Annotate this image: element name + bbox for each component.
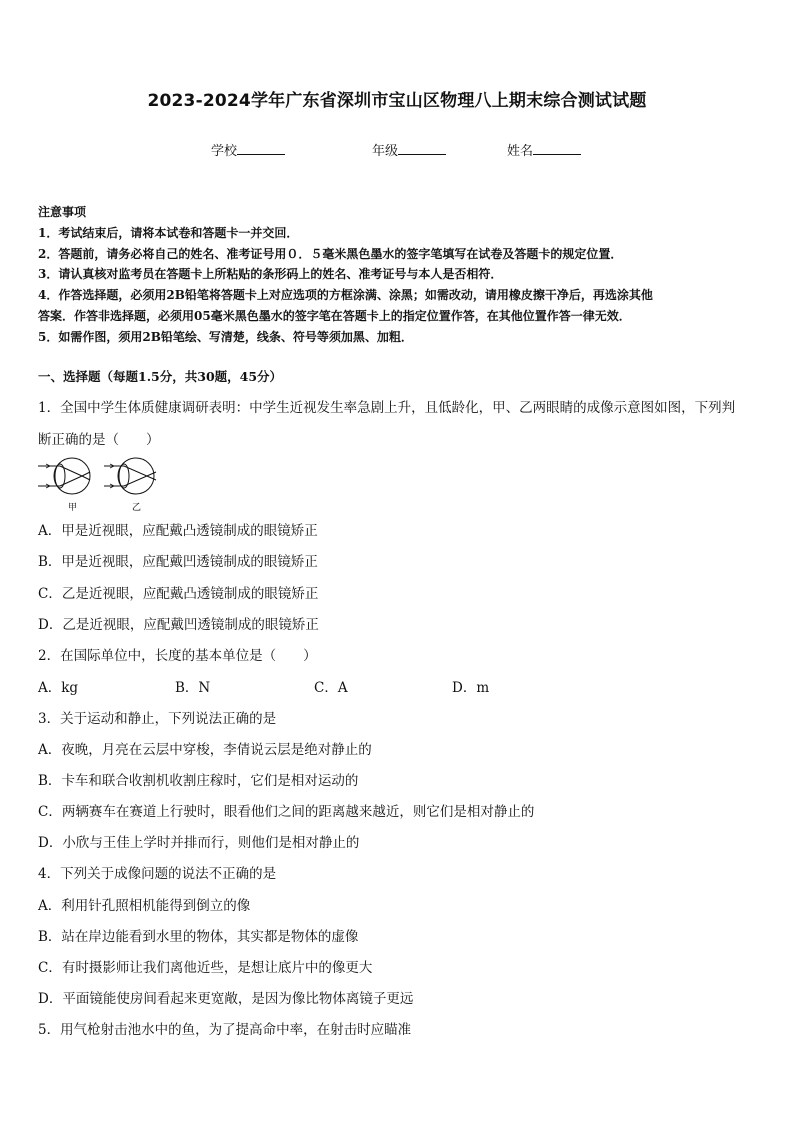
q2-stem: 2．在国际单位中，长度的基本单位是（ ）	[38, 648, 317, 664]
q3-option-c: C．两辆赛车在赛道上行驶时，眼看他们之间的距离越来越近，则它们是相对静止的	[38, 804, 535, 820]
q4-option-c: C．有时摄影师让我们离他近些，是想让底片中的像更大	[38, 960, 373, 976]
notice-item: 1．考试结束后，请将本试卷和答题卡一并交回．	[38, 225, 299, 240]
q1-option-d: D．乙是近视眼，应配戴凹透镜制成的眼镜矫正	[38, 617, 319, 633]
q1-option-a: A．甲是近视眼，应配戴凸透镜制成的眼镜矫正	[38, 523, 318, 539]
q4-stem: 4．下列关于成像问题的说法不正确的是	[38, 866, 277, 882]
grade-field	[372, 140, 446, 159]
grade-label: 年级	[372, 144, 399, 159]
school-label: 学校	[211, 144, 238, 159]
eye-yi-icon	[104, 458, 156, 494]
eye-jia-icon	[38, 458, 90, 494]
q3-option-d: D．小欣与王佳上学时并排而行，则他们是相对静止的	[38, 835, 360, 851]
q3-stem: 3．关于运动和静止，下列说法正确的是	[38, 711, 277, 727]
notice-item: 4．作答选择题，必须用2B铅笔将答题卡上对应选项的方框涂满、涂黑；如需改动，请用橡皮擦干净后，再选涂其他	[38, 288, 653, 303]
q1-option-b: B．甲是近视眼，应配戴凹透镜制成的眼镜矫正	[38, 554, 318, 570]
notice-item: 答案．作答非选择题，必须用05毫米黑色墨水的签字笔在答题卡上的指定位置作答，在其他位置作答一律无效．	[38, 308, 631, 323]
q2-option-a: A．kg	[38, 680, 79, 696]
exam-title: 2023-2024学年广东省深圳市宝山区物理八上期末综合测试试题	[147, 91, 647, 111]
q1-stem-line2: 断正确的是（ ）	[38, 432, 160, 448]
student-info-row	[0, 140, 794, 160]
q2-option-c: C．A	[314, 680, 348, 696]
figure-label-jia: 甲	[68, 503, 78, 513]
notice-item: 2．答题前，请务必将自己的姓名、准考证号用０．５毫米黑色墨水的签字笔填写在试卷及答题卡的规定位置．	[38, 246, 623, 261]
q2-option-b: B．N	[175, 680, 211, 696]
school-field	[211, 140, 285, 159]
q3-option-a: A．夜晚，月亮在云层中穿梭，李倩说云层是绝对静止的	[38, 742, 372, 758]
q2-option-d: D．m	[452, 680, 490, 696]
q1-stem-line1: 1．全国中学生体质健康调研表明：中学生近视发生率急剧上升，且低龄化，甲、乙两眼睛的成像示意图如图，下列判	[38, 400, 736, 416]
school-blank	[237, 142, 285, 155]
q4-option-a: A．利用针孔照相机能得到倒立的像	[38, 898, 251, 914]
eye-diagram	[38, 452, 168, 514]
notice-heading: 注意事项	[38, 205, 87, 219]
q4-option-d: D．平面镜能使房间看起来更宽敞，是因为像比物体离镜子更远	[38, 991, 414, 1007]
q2-options-row	[38, 676, 758, 696]
figure-label-yi: 乙	[132, 503, 142, 513]
grade-blank	[398, 142, 446, 155]
name-label: 姓名	[507, 144, 534, 159]
q1-option-c: C．乙是近视眼，应配戴凸透镜制成的眼镜矫正	[38, 586, 319, 602]
q4-option-b: B．站在岸边能看到水里的物体，其实都是物体的虚像	[38, 929, 359, 945]
section-heading: 一、选择题（每题1.5分，共30题，45分）	[38, 369, 283, 384]
notice-item: 3．请认真核对监考员在答题卡上所粘贴的条形码上的姓名、准考证号与本人是否相符．	[38, 267, 503, 282]
q5-stem: 5．用气枪射击池水中的鱼，为了提高命中率，在射击时应瞄准	[38, 1022, 412, 1038]
notice-item: 5．如需作图，须用2B铅笔绘、写清楚，线条、符号等须加黑、加粗．	[38, 329, 413, 344]
name-field	[507, 140, 581, 159]
notice-block	[38, 202, 758, 348]
q3-option-b: B．卡车和联合收割机收割庄稼时，它们是相对运动的	[38, 773, 359, 789]
name-blank	[533, 142, 581, 155]
